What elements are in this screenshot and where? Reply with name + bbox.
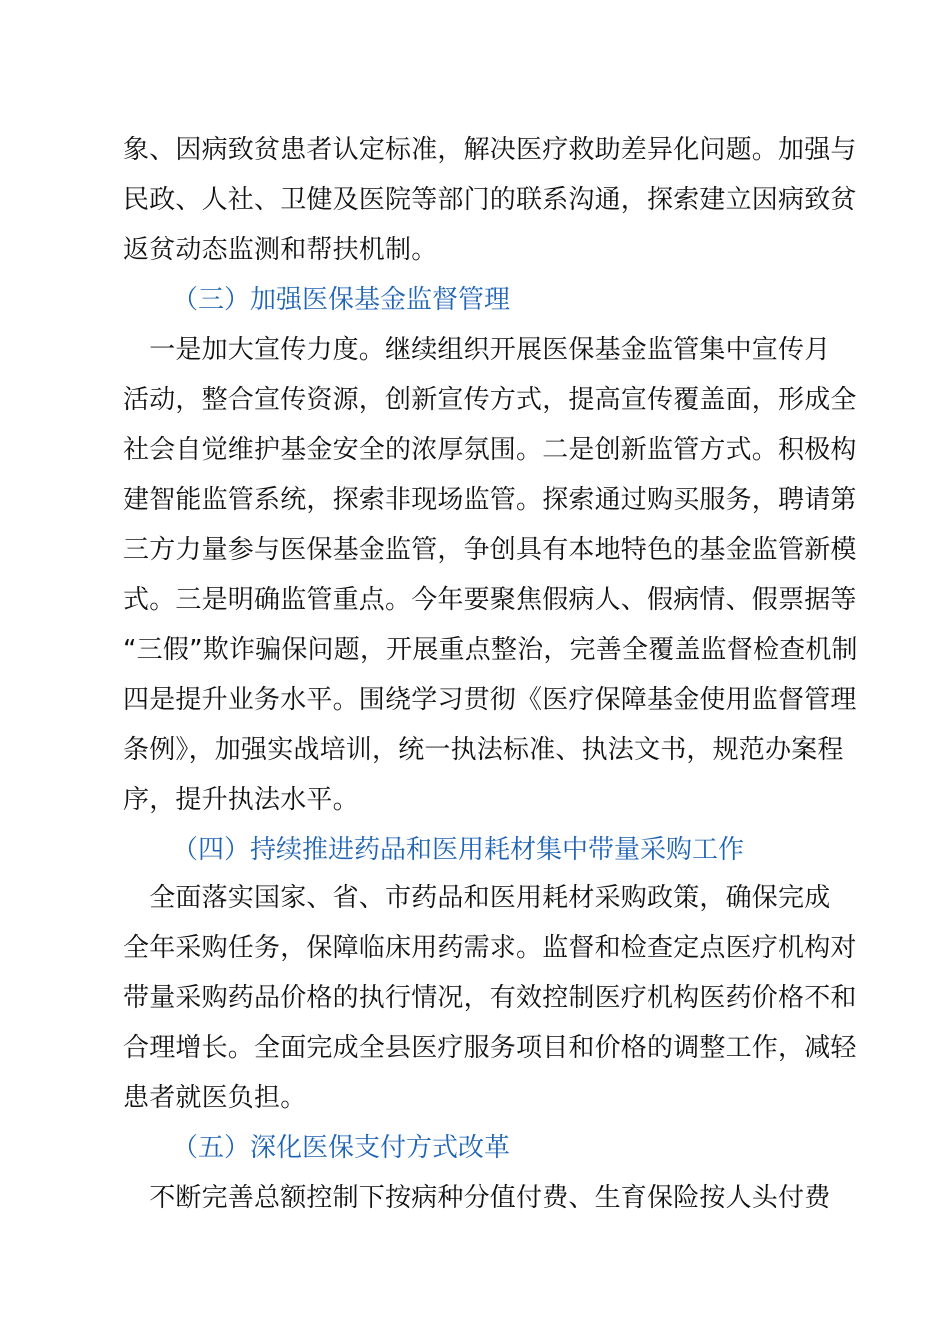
intro-line-2: 民政、人社、卫健及医院等部门的联系沟通，探索建立因病致贫	[123, 185, 857, 215]
section-4-line-5: 患者就医负担。	[123, 1083, 307, 1113]
section-3-heading: （三）加强医保基金监督管理	[172, 285, 511, 315]
intro-line-3: 返贫动态监测和帮扶机制。	[123, 235, 438, 265]
section-4-line-3: 带量采购药品价格的执行情况，有效控制医疗机构医药价格不和	[123, 983, 857, 1013]
section-3-line-6: 式。三是明确监管重点。今年要聚焦假病人、假病情、假票据等	[123, 585, 857, 615]
section-3-line-3: 社会自觉维护基金安全的浓厚氛围。二是创新监管方式。积极构	[123, 435, 857, 465]
section-3-line-8: 四是提升业务水平。围绕学习贯彻《医疗保障基金使用监督管理	[123, 685, 857, 715]
section-4-line-4: 合理增长。全面完成全县医疗服务项目和价格的调整工作，减轻	[123, 1033, 857, 1063]
intro-line-1: 象、因病致贫患者认定标准，解决医疗救助差异化问题。加强与	[123, 135, 857, 165]
section-3-line-4: 建智能监管系统，探索非现场监管。探索通过购买服务，聘请第	[123, 485, 857, 515]
section-5-line-1: 不断完善总额控制下按病种分值付费、生育保险按人头付费	[123, 1183, 831, 1213]
section-3-line-5: 三方力量参与医保基金监管，争创具有本地特色的基金监管新模	[123, 535, 857, 565]
section-3-line-9: 条例》，加强实战培训，统一执法标准、执法文书，规范办案程	[123, 735, 844, 765]
section-4-line-2: 全年采购任务，保障临床用药需求。监督和检查定点医疗机构对	[123, 933, 857, 963]
section-5-heading: （五）深化医保支付方式改革	[172, 1133, 511, 1163]
section-3-line-7: “三假”欺诈骗保问题，开展重点整治，完善全覆盖监督检查机制	[123, 635, 858, 665]
section-3-line-2: 活动，整合宣传资源，创新宣传方式，提高宣传覆盖面，形成全	[123, 385, 857, 415]
section-3-line-10: 序，提升执法水平。	[123, 785, 359, 815]
section-4-heading: （四）持续推进药品和医用耗材集中带量采购工作	[172, 835, 745, 865]
section-3-line-1: 一是加大宣传力度。继续组织开展医保基金监管集中宣传月	[123, 335, 831, 365]
section-4-line-1: 全面落实国家、省、市药品和医用耗材采购政策，确保完成	[123, 883, 831, 913]
